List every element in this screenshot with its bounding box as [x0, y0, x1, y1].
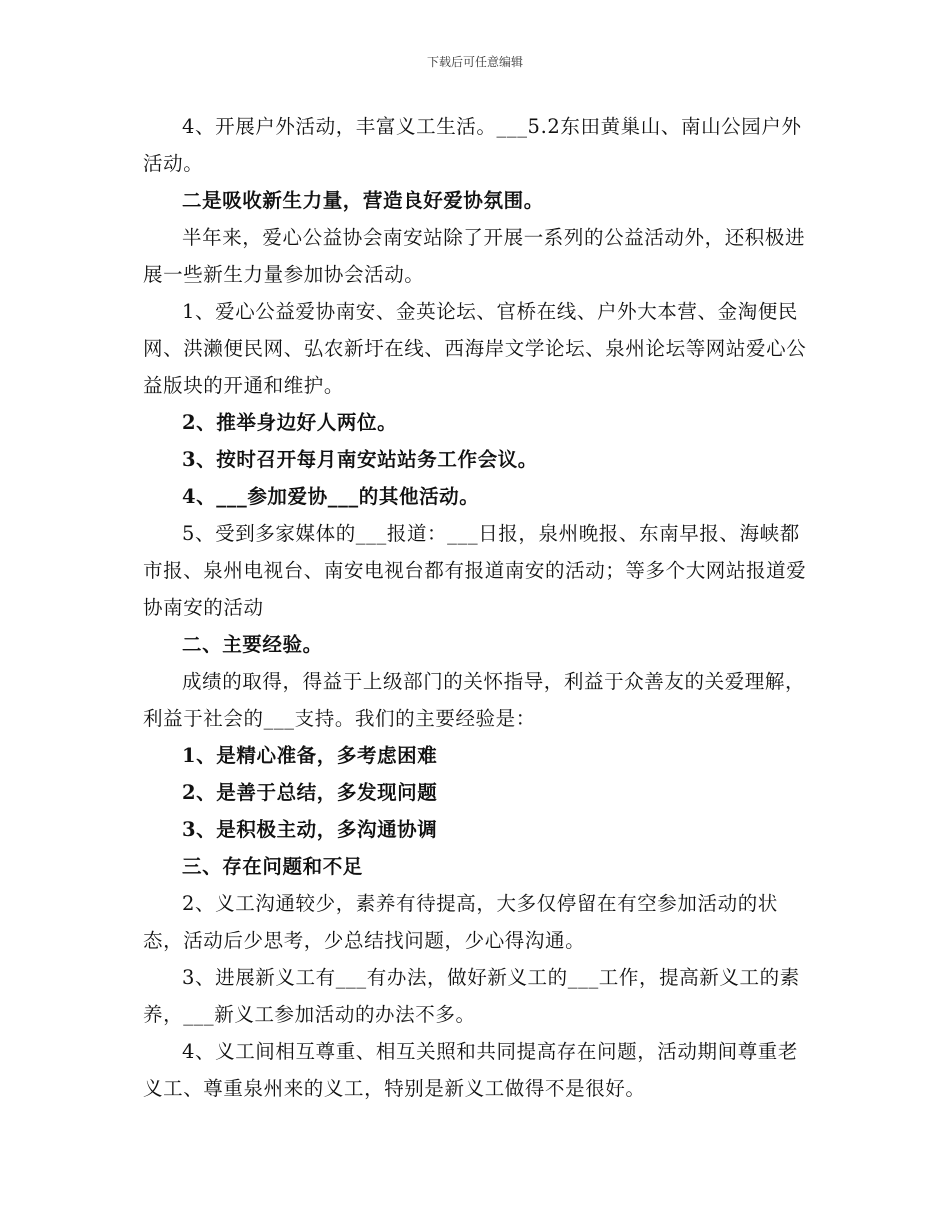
heading-new-members: 二是吸收新生力量，营造良好爱协氛围。	[182, 189, 544, 212]
paragraph-achievements: 成绩的取得，得益于上级部门的关怀指导，利益于众善友的关爱理解，利益于社会的___支持。我们的主要经验是：	[143, 670, 806, 730]
paragraph-outdoor-activities: 4、开展户外活动，丰富义工生活。___5.2东田黄巢山、南山公园户外活动。	[143, 115, 802, 175]
item-monthly-meeting: 3、按时召开每月南安站站务工作会议。	[182, 448, 538, 471]
item-preparation: 1、是精心准备，多考虑困难	[182, 744, 438, 767]
item-other-activities: 4、___参加爱协___的其他活动。	[182, 485, 480, 508]
paragraph-problem-3: 3、进展新义工有___有办法，做好新义工的___工作，提高新义工的素养，___新义工参加活动的办法不多。	[143, 966, 800, 1026]
paragraph-problem-2: 2、义工沟通较少，素养有待提高，大多仅停留在有空参加活动的状态，活动后少思考，少总结找问题，少心得沟通。	[143, 892, 778, 952]
heading-main-experience: 二、主要经验。	[182, 633, 323, 656]
item-communication: 3、是积极主动，多沟通协调	[182, 818, 438, 841]
item-summary: 2、是善于总结，多发现问题	[182, 781, 438, 804]
paragraph-half-year: 半年来，爱心公益协会南安站除了开展一系列的公益活动外，还积极进展一些新生力量参加协会活动。	[143, 226, 806, 286]
heading-problems: 三、存在问题和不足	[182, 855, 363, 878]
paragraph-problem-4: 4、义工间相互尊重、相互关照和共同提高存在问题，活动期间尊重老义工、尊重泉州来的义工，特别是新义工做得不是很好。	[143, 1040, 799, 1100]
paragraph-websites: 1、爱心公益爱协南安、金英论坛、官桥在线、户外大本营、金淘便民网、洪濑便民网、弘农新圩在线、西海岸文学论坛、泉州论坛等网站爱心公益版块的开通和维护。	[143, 300, 807, 397]
document-body	[143, 108, 809, 1107]
page-header: 下载后可任意编辑	[426, 55, 523, 69]
item-good-people: 2、推举身边好人两位。	[182, 411, 398, 434]
paragraph-media: 5、受到多家媒体的___报道：___日报，泉州晚报、东南早报、海峡都市报、泉州电视台、南安电视台都有报道南安的活动；等多个大网站报道爱协南安的活动	[143, 522, 807, 619]
